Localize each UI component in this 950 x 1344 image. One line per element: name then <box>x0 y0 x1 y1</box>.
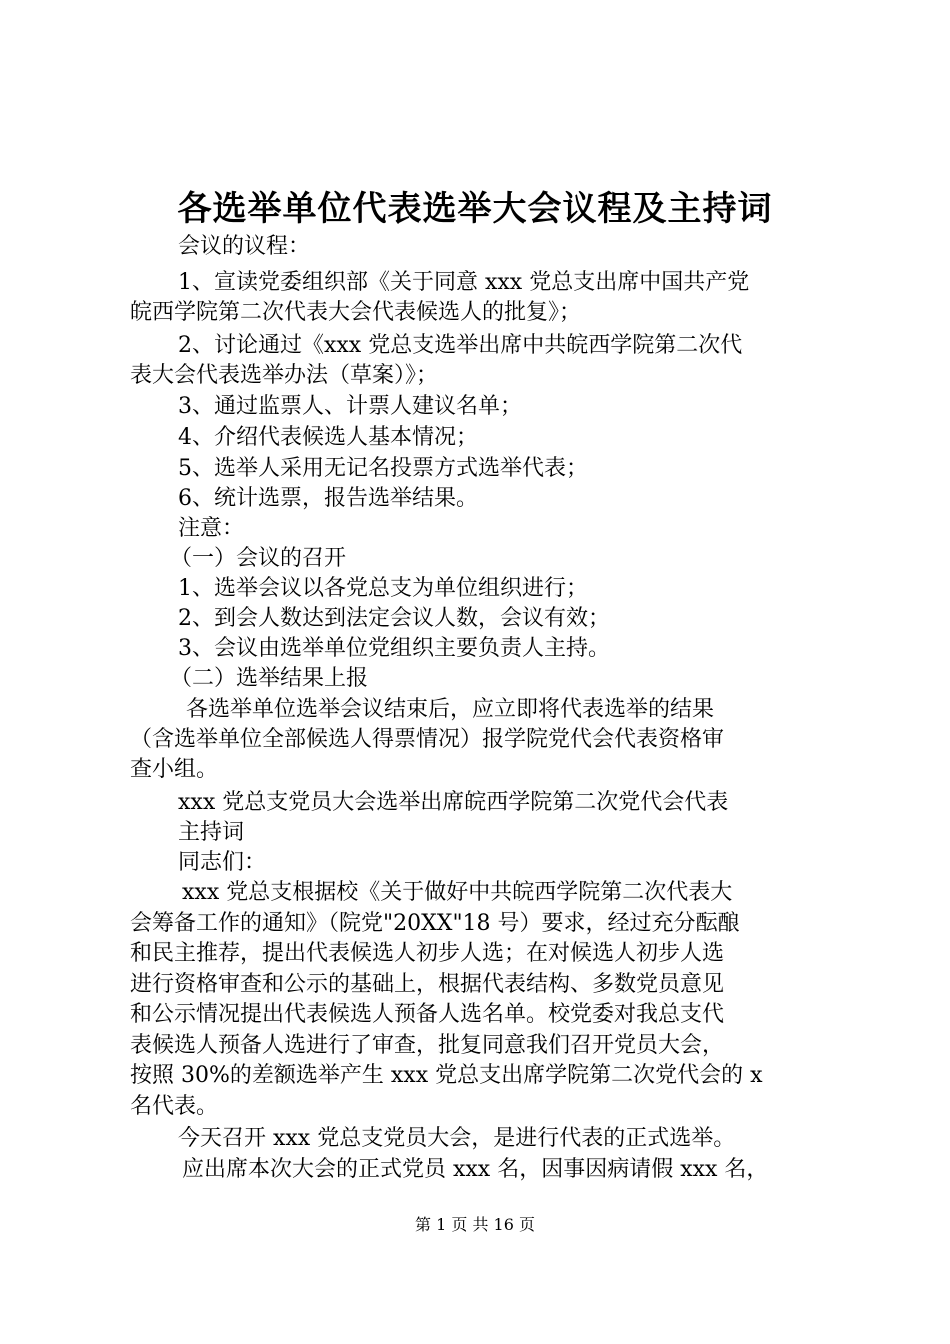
text-line: 和民主推荐，提出代表候选人初步人选；在对候选人初步人选 <box>130 941 725 966</box>
text-line: 查小组。 <box>130 757 219 782</box>
text-line: 会议的议程： <box>178 234 311 259</box>
text-line: 各选举单位选举会议结束后，应立即将代表选举的结果 <box>186 697 715 722</box>
text-line: 2、讨论通过《xxx 党总支选举出席中共皖西学院第二次代 <box>178 333 743 358</box>
text-line: 3、会议由选举单位党组织主要负责人主持。 <box>178 636 610 661</box>
text-line: 注意： <box>178 516 245 541</box>
text-line: （含选举单位全部候选人得票情况）报学院党代会代表资格审 <box>130 727 725 752</box>
document-title: 各选举单位代表选举大会议程及主持词 <box>177 189 773 229</box>
text-line: 5、选举人采用无记名投票方式选举代表； <box>178 456 588 481</box>
text-line: 4、介绍代表候选人基本情况； <box>178 425 478 450</box>
section-heading: （二）选举结果上报 <box>170 666 369 691</box>
page-number: 第 1 页 共 16 页 <box>415 1215 535 1234</box>
section-heading: （一）会议的召开 <box>170 546 347 571</box>
text-line: 2、到会人数达到法定会议人数，会议有效； <box>178 606 610 631</box>
text-line: 表候选人预备人选进行了审查，批复同意我们召开党员大会， <box>130 1033 725 1058</box>
text-line: 3、通过监票人、计票人建议名单； <box>178 394 522 419</box>
text-line: 进行资格审查和公示的基础上，根据代表结构、多数党员意见 <box>130 972 725 997</box>
text-line: xxx 党总支根据校《关于做好中共皖西学院第二次代表大 <box>182 880 733 905</box>
text-line: 同志们： <box>178 850 267 875</box>
text-line: 表大会代表选举办法（草案）》； <box>130 363 439 388</box>
text-line: 和公示情况提出代表候选人预备人选名单。校党委对我总支代 <box>130 1002 725 1027</box>
text-line: 6、统计选票，报告选举结果。 <box>178 486 478 511</box>
text-line: 1、选举会议以各党总支为单位组织进行； <box>178 576 588 601</box>
text-line: 应出席本次大会的正式党员 xxx 名，因事因病请假 xxx 名， <box>182 1157 769 1182</box>
text-line: 名代表。 <box>130 1094 219 1119</box>
text-line: 会筹备工作的通知》（院党"20XX"18 号）要求，经过充分酝酿 <box>130 911 740 936</box>
text-line: 皖西学院第二次代表大会代表候选人的批复》； <box>130 300 582 325</box>
text-line: 按照 30%的差额选举产生 xxx 党总支出席学院第二次党代会的 x <box>130 1063 763 1088</box>
text-line: xxx 党总支党员大会选举出席皖西学院第二次党代会代表 <box>178 790 729 815</box>
text-line: 主持词 <box>178 820 245 845</box>
text-line: 1、宣读党委组织部《关于同意 xxx 党总支出席中国共产党 <box>178 270 750 295</box>
text-line: 今天召开 xxx 党总支党员大会，是进行代表的正式选举。 <box>178 1126 736 1151</box>
